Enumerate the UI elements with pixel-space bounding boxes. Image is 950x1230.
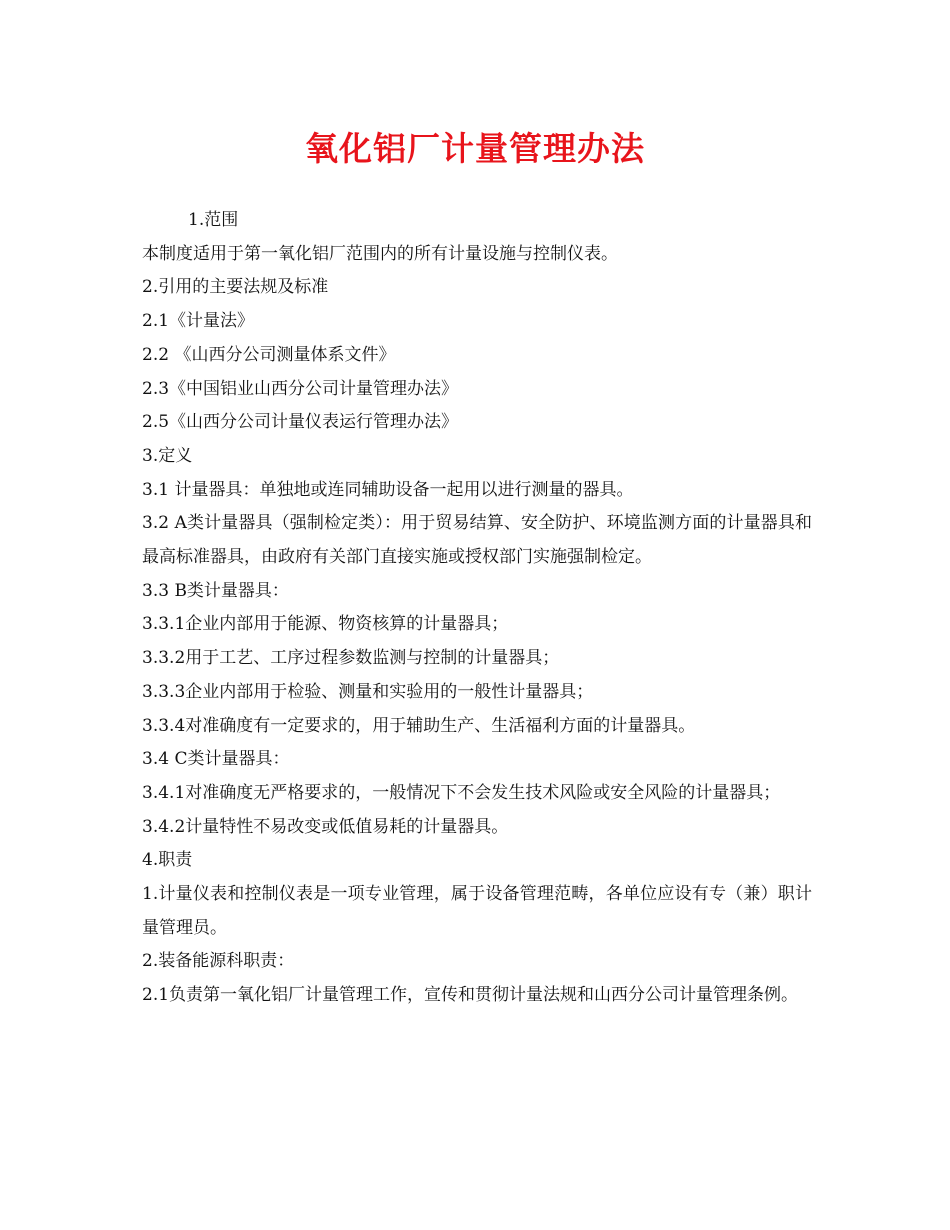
- paragraph: 2.5《山西分公司计量仪表运行管理办法》: [142, 412, 459, 433]
- paragraph: 2.2 《山西分公司测量体系文件》: [142, 344, 396, 365]
- section-heading-responsibilities: 4.职责: [142, 850, 193, 871]
- paragraph: 3.3.1企业内部用于能源、物资核算的计量器具；: [142, 614, 509, 635]
- paragraph: 2.3《中国铝业山西分公司计量管理办法》: [142, 378, 459, 399]
- document-body: [142, 204, 812, 1013]
- paragraph: 1.计量仪表和控制仪表是一项专业管理，属于设备管理范畴，各单位应设有专（兼）职计量管理员。: [142, 884, 812, 938]
- paragraph: 3.3.3企业内部用于检验、测量和实验用的一般性计量器具；: [142, 681, 594, 702]
- paragraph: 3.1 计量器具：单独地或连同辅助设备一起用以进行测量的器具。: [142, 479, 634, 500]
- paragraph: 3.4.1对准确度无严格要求的，一般情况下不会发生技术风险或安全风险的计量器具；: [142, 782, 781, 803]
- paragraph: 3.3 B类计量器具：: [142, 580, 289, 601]
- paragraph: 3.4.2计量特性不易改变或低值易耗的计量器具。: [142, 816, 509, 837]
- section-heading-scope: 1.范围: [188, 210, 239, 230]
- paragraph: 3.4 C类计量器具：: [142, 749, 290, 770]
- paragraph: 2.1《计量法》: [142, 311, 255, 332]
- paragraph: 3.2 A类计量器具（强制检定类）：用于贸易结算、安全防护、环境监测方面的计量器具和最高标准器具，由政府有关部门直接实施或授权部门实施强制检定。: [142, 513, 812, 568]
- paragraph: 3.3.2用于工艺、工序过程参数监测与控制的计量器具；: [142, 648, 560, 669]
- section-heading-references: 2.引用的主要法规及标准: [142, 277, 329, 298]
- paragraph: 2.装备能源科职责：: [142, 951, 295, 972]
- paragraph: 2.1负责第一氧化铝厂计量管理工作，宣传和贯彻计量法规和山西分公司计量管理条例。: [142, 985, 799, 1006]
- paragraph: 3.3.4对准确度有一定要求的，用于辅助生产、生活福利方面的计量器具。: [142, 715, 696, 736]
- paragraph: 本制度适用于第一氧化铝厂范围内的所有计量设施与控制仪表。: [142, 243, 618, 264]
- document-title: 氧化铝厂计量管理办法: [305, 129, 645, 168]
- section-heading-definitions: 3.定义: [142, 445, 193, 466]
